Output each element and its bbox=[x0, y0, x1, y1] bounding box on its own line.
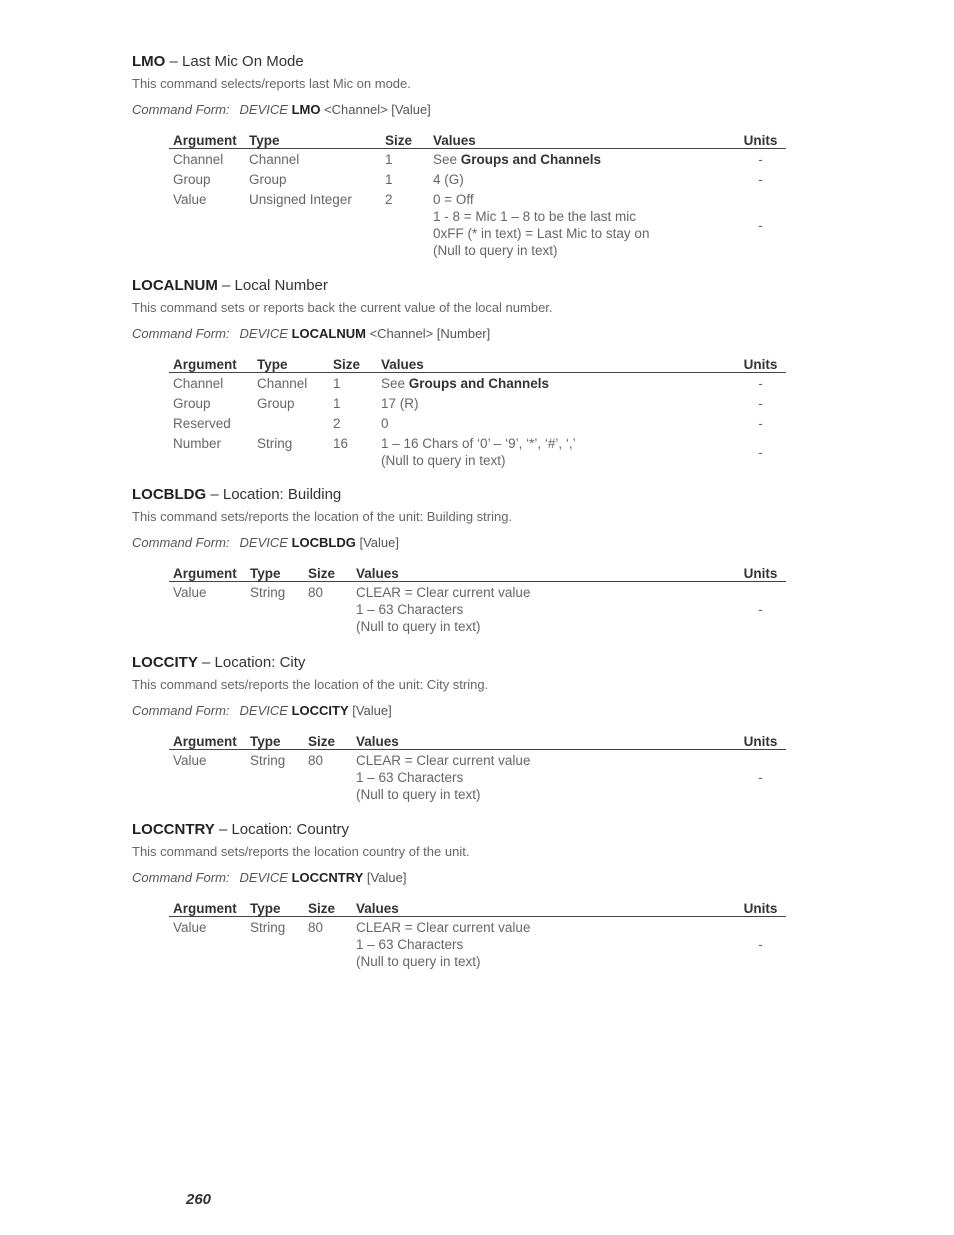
section-loccity bbox=[132, 654, 792, 804]
value-line: CLEAR = Clear current value bbox=[356, 753, 531, 768]
column-header: Argument bbox=[169, 898, 246, 917]
command-title: – Last Mic On Mode bbox=[165, 53, 304, 70]
value-line: 1 - 8 = Mic 1 – 8 to be the last mic bbox=[433, 209, 636, 224]
column-header: Size bbox=[304, 898, 352, 917]
cell-type: Group bbox=[257, 396, 295, 411]
cell-type: String bbox=[250, 920, 286, 935]
cell-values bbox=[352, 917, 731, 972]
value-line: CLEAR = Clear current value bbox=[356, 920, 531, 935]
value-text: See bbox=[381, 376, 409, 391]
section-localnum bbox=[132, 277, 792, 470]
column-header: Type bbox=[246, 731, 304, 750]
cell-argument: Value bbox=[173, 192, 207, 207]
value-line: 0 = Off bbox=[433, 192, 474, 207]
column-header: Units bbox=[731, 354, 786, 373]
cell-size: 16 bbox=[333, 436, 349, 451]
column-header: Values bbox=[352, 898, 731, 917]
command-title: – Local Number bbox=[217, 277, 328, 294]
cell-units: - bbox=[758, 937, 763, 952]
cell-type bbox=[253, 413, 329, 433]
table-header-row bbox=[169, 130, 786, 149]
command-form-args: <Channel> [Value] bbox=[320, 102, 431, 117]
column-header: Size bbox=[329, 354, 377, 373]
command-name: LOCCNTRY bbox=[132, 821, 215, 838]
column-header: Units bbox=[731, 130, 786, 149]
groups-and-channels-reference: Groups and Channels bbox=[408, 376, 550, 391]
cell-argument: Number bbox=[173, 436, 222, 451]
cell-units: - bbox=[758, 444, 763, 460]
column-header: Values bbox=[352, 731, 731, 750]
command-form-device: DEVICE bbox=[239, 703, 288, 718]
column-header: Type bbox=[246, 898, 304, 917]
cell-argument: Value bbox=[173, 920, 207, 935]
command-form-args: [Value] bbox=[348, 703, 392, 718]
value-line: 17 (R) bbox=[381, 396, 419, 411]
section-title bbox=[132, 654, 792, 672]
cell-argument: Channel bbox=[173, 152, 224, 167]
value-line: 1 – 63 Characters bbox=[356, 602, 464, 617]
cell-type: String bbox=[250, 585, 286, 600]
command-title: – Location: Country bbox=[214, 821, 350, 838]
table-row bbox=[169, 917, 786, 972]
command-form-keyword: LOCBLDG bbox=[291, 535, 356, 550]
column-header: Argument bbox=[169, 354, 253, 373]
table-row bbox=[169, 413, 786, 433]
value-line: (Null to query in text) bbox=[381, 453, 506, 468]
cell-units: - bbox=[758, 396, 763, 411]
cell-type: Channel bbox=[257, 376, 308, 391]
value-line: (Null to query in text) bbox=[356, 954, 481, 969]
section-locbldg bbox=[132, 486, 792, 636]
table-row bbox=[169, 433, 786, 470]
column-header: Units bbox=[731, 563, 786, 582]
value-line: 1 – 16 Chars of ‘0’ – ‘9’, ‘*’, ‘#’, ‘,’ bbox=[381, 436, 576, 451]
cell-values bbox=[377, 433, 731, 470]
cell-size: 80 bbox=[308, 753, 324, 768]
cell-type: Unsigned Integer bbox=[249, 192, 352, 207]
cell-type: String bbox=[250, 753, 286, 768]
value-line: (Null to query in text) bbox=[433, 243, 558, 258]
value-line: (Null to query in text) bbox=[356, 787, 481, 802]
cell-size: 80 bbox=[308, 585, 324, 600]
cell-argument: Group bbox=[173, 396, 211, 411]
table-row bbox=[169, 169, 786, 189]
section-title bbox=[132, 821, 792, 839]
command-form bbox=[132, 703, 792, 719]
cell-size: 1 bbox=[333, 376, 341, 391]
cell-values bbox=[377, 373, 731, 394]
column-header: Argument bbox=[169, 731, 246, 750]
cell-units: - bbox=[758, 152, 763, 167]
value-line: 4 (G) bbox=[433, 172, 464, 187]
table-header-row bbox=[169, 354, 786, 373]
command-form-device: DEVICE bbox=[239, 326, 288, 341]
command-form-device: DEVICE bbox=[239, 102, 288, 117]
command-form-device: DEVICE bbox=[239, 535, 288, 550]
cell-values bbox=[429, 149, 731, 170]
cell-units: - bbox=[758, 770, 763, 785]
command-form-keyword: LMO bbox=[291, 102, 321, 117]
table-row bbox=[169, 189, 786, 260]
cell-values bbox=[429, 189, 731, 260]
table-row bbox=[169, 582, 786, 637]
section-title bbox=[132, 486, 792, 504]
column-header: Type bbox=[246, 563, 304, 582]
arguments-table bbox=[169, 354, 786, 470]
column-header: Units bbox=[731, 898, 786, 917]
command-name: LMO bbox=[132, 53, 166, 70]
command-title: – Location: City bbox=[197, 654, 306, 671]
column-header: Size bbox=[304, 563, 352, 582]
cell-values bbox=[377, 413, 731, 433]
cell-units: - bbox=[758, 416, 763, 431]
cell-size: 80 bbox=[308, 920, 324, 935]
value-line: (Null to query in text) bbox=[356, 619, 481, 634]
cell-size: 1 bbox=[333, 396, 341, 411]
cell-argument: Reserved bbox=[173, 416, 231, 431]
column-header: Type bbox=[245, 130, 381, 149]
command-form-label: Command Form: bbox=[132, 326, 230, 341]
command-form-keyword: LOCCITY bbox=[291, 703, 349, 718]
column-header: Type bbox=[253, 354, 329, 373]
table-row bbox=[169, 393, 786, 413]
command-form bbox=[132, 102, 792, 118]
section-title bbox=[132, 53, 792, 71]
command-form-label: Command Form: bbox=[132, 102, 230, 117]
column-header: Argument bbox=[169, 130, 245, 149]
cell-argument: Group bbox=[173, 172, 211, 187]
arguments-table bbox=[169, 563, 786, 636]
cell-size: 1 bbox=[385, 152, 393, 167]
value-line: 1 – 63 Characters bbox=[356, 770, 464, 785]
column-header: Values bbox=[352, 563, 731, 582]
value-line: 1 – 63 Characters bbox=[356, 937, 464, 952]
table-header-row bbox=[169, 898, 786, 917]
column-header: Size bbox=[381, 130, 429, 149]
page-number: 260 bbox=[186, 1191, 212, 1208]
command-title: – Location: Building bbox=[206, 486, 342, 503]
value-line: 0 bbox=[381, 416, 389, 431]
command-name: LOCALNUM bbox=[132, 277, 218, 294]
column-header: Values bbox=[377, 354, 731, 373]
column-header: Values bbox=[429, 130, 731, 149]
value-line: 0xFF (* in text) = Last Mic to stay on bbox=[433, 226, 650, 241]
table-header-row bbox=[169, 563, 786, 582]
section-lmo bbox=[132, 53, 792, 260]
command-form bbox=[132, 326, 792, 342]
cell-type: Channel bbox=[249, 152, 300, 167]
section-description: This command sets/reports the location of the unit: Building string. bbox=[132, 509, 513, 524]
value-line bbox=[381, 375, 731, 392]
cell-argument: Channel bbox=[173, 376, 224, 391]
column-header: Units bbox=[731, 731, 786, 750]
value-line bbox=[433, 151, 731, 168]
cell-values bbox=[429, 169, 731, 189]
command-form-device: DEVICE bbox=[239, 870, 288, 885]
arguments-table bbox=[169, 731, 786, 804]
section-description: This command selects/reports last Mic on mode. bbox=[132, 76, 411, 91]
value-text: See bbox=[433, 152, 461, 167]
table-header-row bbox=[169, 731, 786, 750]
cell-values bbox=[352, 750, 731, 805]
command-name: LOCBLDG bbox=[132, 486, 207, 503]
command-name: LOCCITY bbox=[132, 654, 198, 671]
cell-size: 2 bbox=[333, 416, 341, 431]
section-description: This command sets/reports the location of the unit: City string. bbox=[132, 677, 489, 692]
cell-values bbox=[352, 582, 731, 637]
groups-and-channels-reference: Groups and Channels bbox=[460, 152, 602, 167]
command-form-args: [Value] bbox=[363, 870, 407, 885]
value-line: CLEAR = Clear current value bbox=[356, 585, 531, 600]
command-form bbox=[132, 870, 792, 886]
table-row bbox=[169, 750, 786, 805]
section-description: This command sets or reports back the current value of the local number. bbox=[132, 300, 553, 315]
cell-units: - bbox=[758, 217, 763, 233]
table-row bbox=[169, 373, 786, 394]
command-form-keyword: LOCCNTRY bbox=[291, 870, 364, 885]
cell-units: - bbox=[758, 172, 763, 187]
arguments-table bbox=[169, 898, 786, 971]
arguments-table bbox=[169, 130, 786, 260]
section-description: This command sets/reports the location country of the unit. bbox=[132, 844, 470, 859]
command-form-label: Command Form: bbox=[132, 703, 230, 718]
cell-values bbox=[377, 393, 731, 413]
cell-argument: Value bbox=[173, 753, 207, 768]
cell-size: 1 bbox=[385, 172, 393, 187]
command-form-args: <Channel> [Number] bbox=[365, 326, 491, 341]
cell-size: 2 bbox=[385, 192, 393, 207]
section-loccntry bbox=[132, 821, 792, 971]
section-title bbox=[132, 277, 792, 295]
command-form-keyword: LOCALNUM bbox=[291, 326, 366, 341]
command-form-label: Command Form: bbox=[132, 535, 230, 550]
command-form-label: Command Form: bbox=[132, 870, 230, 885]
cell-argument: Value bbox=[173, 585, 207, 600]
command-form bbox=[132, 535, 792, 551]
cell-units: - bbox=[758, 376, 763, 391]
column-header: Argument bbox=[169, 563, 246, 582]
cell-type: Group bbox=[249, 172, 287, 187]
cell-type: String bbox=[257, 436, 293, 451]
command-form-args: [Value] bbox=[355, 535, 399, 550]
column-header: Size bbox=[304, 731, 352, 750]
table-row bbox=[169, 149, 786, 170]
cell-units: - bbox=[758, 602, 763, 617]
